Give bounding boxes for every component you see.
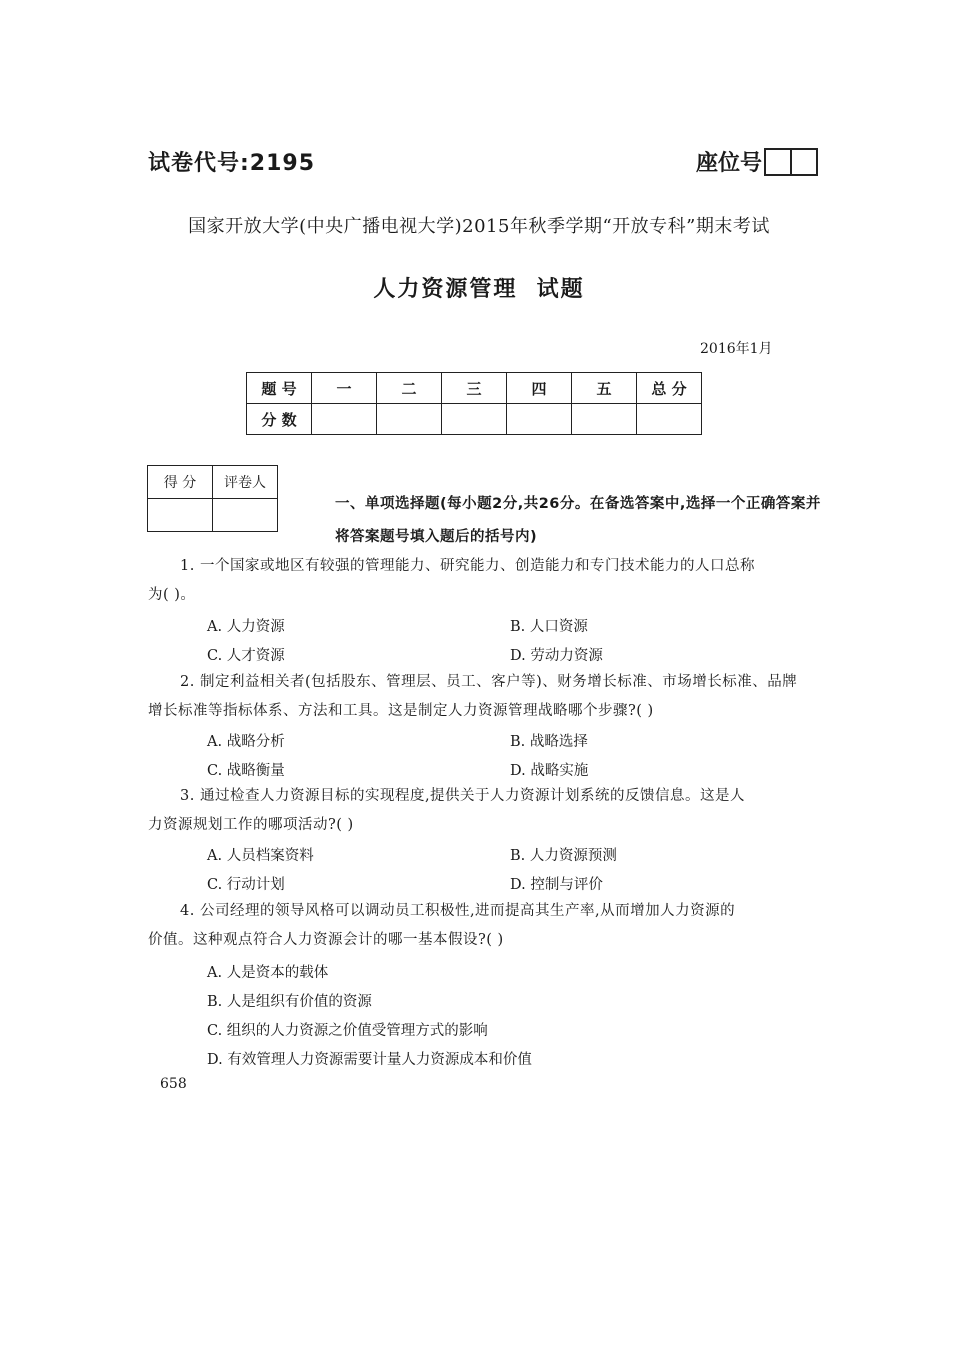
grader-header: 评卷人 <box>213 466 278 499</box>
option: C. 行动计划 <box>207 877 285 893</box>
subject-title: 人力资源管理 试题 <box>373 277 585 302</box>
paper-code: 试卷代号:2195 <box>148 151 316 176</box>
question-stem-line: 4. 公司经理的领导风格可以调动员工积极性,进而提高其生产率,从而增加人力资源的 <box>180 903 736 919</box>
score-cell: 题 号 <box>247 373 312 404</box>
seat-number <box>696 146 818 177</box>
score-cell: 五 <box>572 373 637 404</box>
score-input-cell <box>637 404 702 435</box>
seat-box <box>764 148 792 176</box>
score-input-cell <box>377 404 442 435</box>
option: B. 战略选择 <box>510 734 588 750</box>
question-stem-line: 3. 通过检查人力资源目标的实现程度,提供关于人力资源计划系统的反馈信息。这是人 <box>180 788 746 804</box>
question-stem-line: 价值。这种观点符合人力资源会计的哪一基本假设?( ) <box>148 932 504 948</box>
score-cell: 三 <box>442 373 507 404</box>
option: A. 战略分析 <box>207 734 285 750</box>
seat-boxes <box>764 148 818 176</box>
score-table <box>246 372 702 435</box>
option: C. 人才资源 <box>207 648 285 664</box>
option: B. 人是组织有价值的资源 <box>207 994 372 1010</box>
page-number: 658 <box>160 1076 187 1092</box>
seat-label: 座位号 <box>696 151 763 176</box>
question-stem-line: 2. 制定利益相关者(包括股东、管理层、员工、客户等)、财务增长标准、市场增长标准、品牌 <box>180 674 798 690</box>
score-table-header-row <box>247 373 702 404</box>
grader-table <box>147 465 278 532</box>
score-cell: 一 <box>312 373 377 404</box>
score-cell: 总 分 <box>637 373 702 404</box>
option: A. 人是资本的载体 <box>207 965 329 981</box>
question-4 <box>148 897 838 955</box>
question-stem-line: 为( )。 <box>148 587 196 603</box>
score-table-value-row <box>247 404 702 435</box>
option: D. 劳动力资源 <box>510 648 603 664</box>
score-input-cell <box>572 404 637 435</box>
score-input-cell <box>507 404 572 435</box>
score-cell: 四 <box>507 373 572 404</box>
grader-cell <box>148 499 213 532</box>
option: D. 控制与评价 <box>510 877 603 893</box>
question-1 <box>148 552 838 610</box>
score-cell: 二 <box>377 373 442 404</box>
question-stem-line: 力资源规划工作的哪项活动?( ) <box>148 817 354 833</box>
option: B. 人口资源 <box>510 619 588 635</box>
grader-header: 得 分 <box>148 466 213 499</box>
exam-date: 2016年1月 <box>700 341 773 357</box>
option: B. 人力资源预测 <box>510 848 617 864</box>
grader-cell <box>213 499 278 532</box>
option: C. 战略衡量 <box>207 763 285 779</box>
section-title: 一、单项选择题(每小题2分,共26分。在备选答案中,选择一个正确答案并将答案题号填入题后的括号内) <box>335 496 821 545</box>
institution-title: 国家开放大学(中央广播电视大学)2015年秋季学期“开放专科”期末考试 <box>188 216 770 237</box>
option: C. 组织的人力资源之价值受管理方式的影响 <box>207 1023 488 1039</box>
option: A. 人员档案资料 <box>207 848 314 864</box>
question-stem-line: 增长标准等指标体系、方法和工具。这是制定人力资源管理战略哪个步骤?( ) <box>148 703 654 719</box>
option: A. 人力资源 <box>207 619 285 635</box>
option: D. 战略实施 <box>510 763 589 779</box>
question-3 <box>148 782 838 840</box>
seat-box <box>792 148 818 176</box>
score-cell: 分 数 <box>247 404 312 435</box>
option: D. 有效管理人力资源需要计量人力资源成本和价值 <box>207 1052 532 1068</box>
score-input-cell <box>312 404 377 435</box>
score-input-cell <box>442 404 507 435</box>
question-2 <box>148 668 838 726</box>
question-stem-line: 1. 一个国家或地区有较强的管理能力、研究能力、创造能力和专门技术能力的人口总称 <box>180 558 755 574</box>
